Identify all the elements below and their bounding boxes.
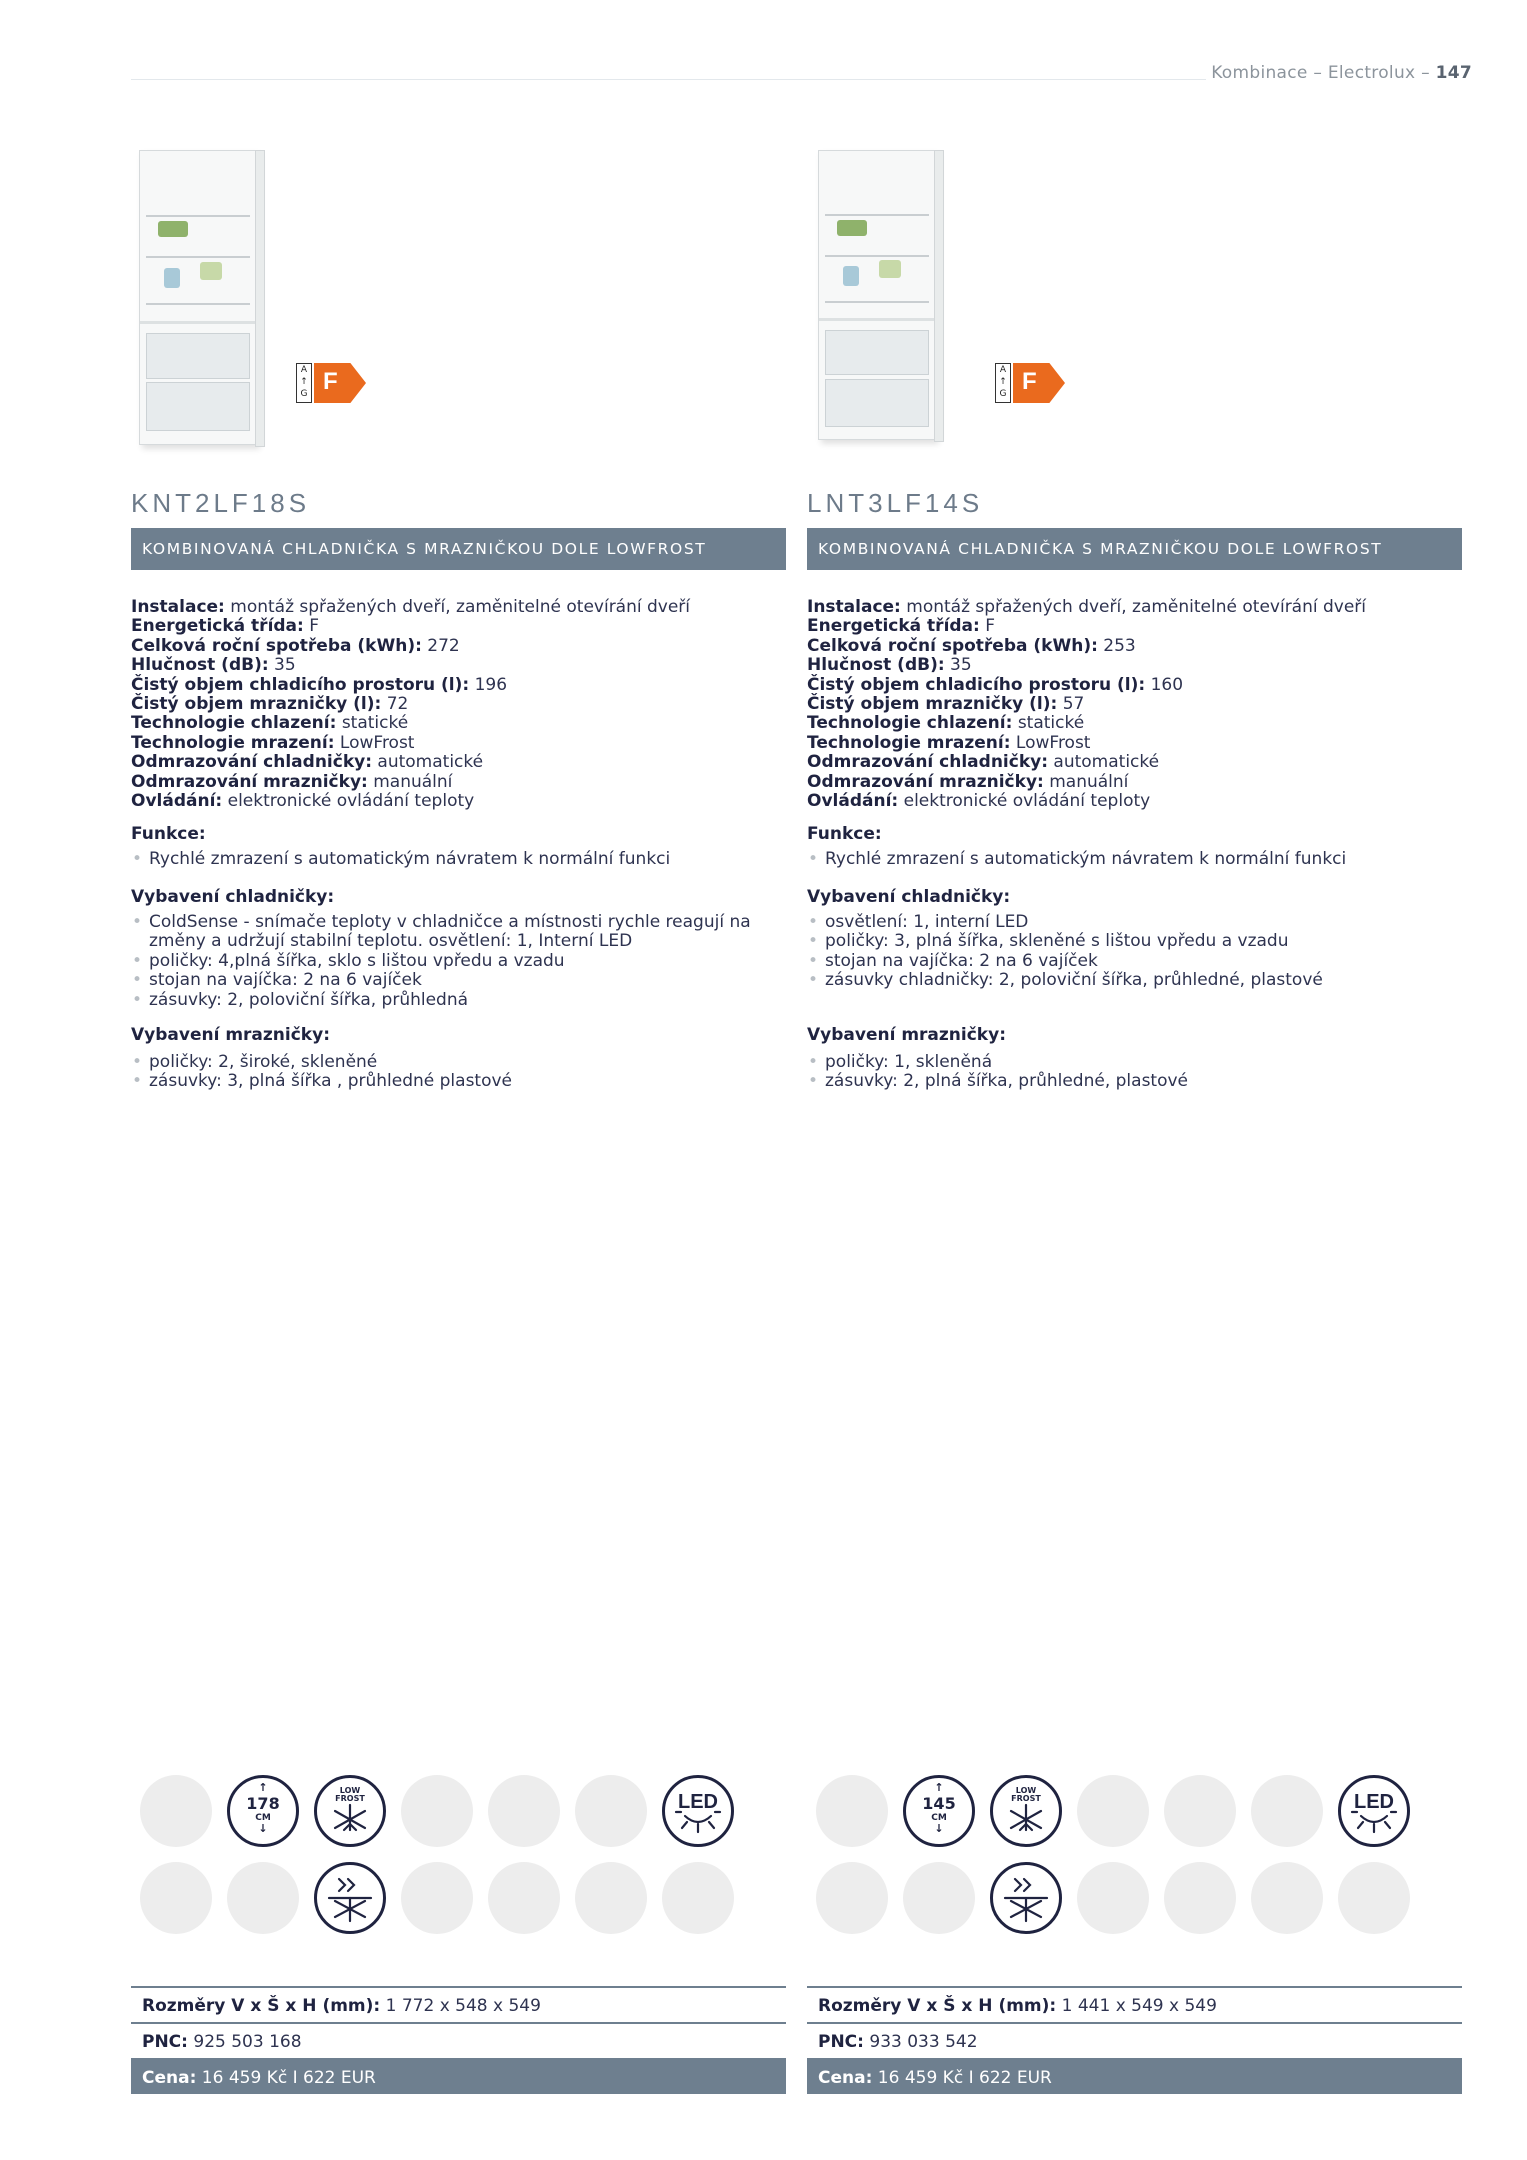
product-card-lnt3lf14s	[807, 0, 1462, 2160]
spec-key: Celková roční spotřeba (kWh):	[131, 635, 422, 656]
height-icon: ↑ 145 CM ↓	[903, 1775, 975, 1847]
spec-row	[131, 676, 786, 695]
subtitle: KOMBINOVANÁ CHLADNIČKA S MRAZNIČKOU DOLE LOWFROST	[818, 540, 1383, 558]
pnc-row: PNC: 925 503 168	[131, 2022, 786, 2058]
spec-row	[807, 734, 1462, 753]
spec-key: Čistý objem chladicího prostoru (l):	[807, 674, 1146, 695]
spec-key: Energetická třída:	[807, 616, 980, 637]
spec-value: 57	[1057, 694, 1085, 715]
spec-value: 272	[421, 635, 460, 656]
subtitle-bar	[807, 528, 1462, 570]
spec-key: Odmrazování mrazničky:	[131, 771, 368, 792]
spec-value: elektronické ovládání teploty	[222, 791, 475, 812]
product-card-knt2lf18s	[131, 0, 786, 2160]
spec-key: Ovládání:	[131, 791, 223, 812]
product-image	[818, 150, 936, 440]
fridge-equipment-title: Vybavení chladničky:	[131, 887, 335, 907]
spec-key: Celková roční spotřeba (kWh):	[807, 635, 1098, 656]
spec-row	[131, 714, 786, 733]
spec-value: manuální	[367, 771, 453, 792]
feature-placeholder	[1164, 1862, 1236, 1934]
fast-freeze-icon	[314, 1862, 386, 1934]
spec-key: Technologie mrazení:	[807, 732, 1011, 753]
energy-label	[296, 363, 366, 403]
feature-placeholder	[662, 1862, 734, 1934]
feature-placeholder	[401, 1862, 473, 1934]
spec-value: montáž spřažených dveří, zaměnitelné otevírání dveří	[224, 597, 691, 617]
spec-row	[807, 773, 1462, 792]
energy-class: F	[1022, 368, 1037, 395]
spec-value: statické	[1012, 713, 1085, 734]
spec-row	[807, 656, 1462, 675]
spec-value: F	[979, 616, 996, 637]
list-item: • poličky: 1, skleněná	[807, 1053, 1462, 1072]
freezer-equipment-list	[131, 1053, 786, 1092]
spec-key: Energetická třída:	[131, 616, 304, 637]
list-item: • Rychlé zmrazení s automatickým návratem k normální funkci	[807, 850, 1462, 869]
spec-row	[131, 656, 786, 675]
functions-list	[807, 850, 1462, 869]
spec-row	[131, 637, 786, 656]
feature-placeholder	[816, 1775, 888, 1847]
feature-placeholder	[575, 1862, 647, 1934]
list-item: • osvětlení: 1, interní LED	[807, 913, 1462, 932]
lowfrost-icon: LOW FROST	[314, 1775, 386, 1847]
spec-row	[131, 734, 786, 753]
summary-table	[131, 1986, 786, 2094]
led-icon: LED	[1338, 1775, 1410, 1847]
spec-value: 196	[469, 674, 508, 695]
energy-class-arrow	[314, 363, 366, 403]
feature-placeholder	[1077, 1862, 1149, 1934]
spec-key: Technologie mrazení:	[131, 732, 335, 753]
feature-placeholder	[488, 1775, 560, 1847]
spec-key: Instalace:	[807, 597, 901, 617]
list-item: • Rychlé zmrazení s automatickým návratem k normální funkci	[131, 850, 786, 869]
feature-placeholder	[1338, 1862, 1410, 1934]
spec-value: automatické	[1048, 752, 1160, 773]
price-row: Cena: 16 459 Kč I 622 EUR	[131, 2058, 786, 2094]
functions-list	[131, 850, 786, 869]
spec-value: 72	[381, 694, 409, 715]
dimensions-row: Rozměry V x Š x H (mm): 1 772 x 548 x 549	[131, 1986, 786, 2022]
spec-key: Čistý objem mrazničky (l):	[807, 694, 1058, 715]
list-item: • zásuvky: 3, plná šířka , průhledné plastové	[131, 1072, 786, 1091]
feature-placeholder	[1251, 1862, 1323, 1934]
spec-list	[131, 598, 786, 811]
header-section: Kombinace – Electrolux –	[1211, 63, 1430, 83]
spec-key: Hlučnost (dB):	[807, 655, 945, 676]
spec-row	[807, 598, 1462, 617]
fridge-equipment-list	[807, 913, 1462, 991]
price-row: Cena: 16 459 Kč I 622 EUR	[807, 2058, 1462, 2094]
model-name: KNT2LF18S	[131, 488, 311, 518]
freezer-equipment-title: Vybavení mrazničky:	[131, 1025, 330, 1045]
subtitle: KOMBINOVANÁ CHLADNIČKA S MRAZNIČKOU DOLE LOWFROST	[142, 540, 707, 558]
list-item: • zásuvky: 2, plná šířka, průhledné, plastové	[807, 1072, 1462, 1091]
freezer-equipment-list	[807, 1053, 1462, 1092]
spec-row	[131, 792, 786, 811]
feature-placeholder	[488, 1862, 560, 1934]
fridge-equipment-list	[131, 913, 786, 1010]
list-item: • ColdSense - snímače teploty v chladničce a místnosti rychle reagují na změny a udržují stabilní teplotu. osvětlení: 1, Interní LED	[131, 913, 786, 952]
feature-placeholder	[1077, 1775, 1149, 1847]
spec-value: manuální	[1043, 771, 1129, 792]
spec-row	[131, 617, 786, 636]
spec-value: elektronické ovládání teploty	[898, 791, 1151, 812]
list-item: • stojan na vajíčka: 2 na 6 vajíček	[807, 952, 1462, 971]
freezer-equipment-title: Vybavení mrazničky:	[807, 1025, 1006, 1045]
feature-placeholder	[140, 1775, 212, 1847]
feature-icons	[140, 1775, 760, 1935]
spec-row	[807, 695, 1462, 714]
spec-value: LowFrost	[334, 732, 415, 753]
spec-key: Technologie chlazení:	[807, 713, 1013, 734]
feature-placeholder	[140, 1862, 212, 1934]
spec-row	[807, 753, 1462, 772]
height-icon: ↑ 178 CM ↓	[227, 1775, 299, 1847]
list-item: • zásuvky chladničky: 2, poloviční šířka, průhledné, plastové	[807, 971, 1462, 990]
lowfrost-icon: LOW FROST	[990, 1775, 1062, 1847]
fast-freeze-icon	[990, 1862, 1062, 1934]
summary-table	[807, 1986, 1462, 2094]
page-number: 147	[1435, 63, 1472, 83]
spec-row	[131, 773, 786, 792]
spec-value: F	[303, 616, 320, 637]
feature-placeholder	[903, 1862, 975, 1934]
list-item: • poličky: 3, plná šířka, skleněné s lištou vpředu a vzadu	[807, 932, 1462, 951]
energy-class: F	[323, 368, 338, 395]
spec-key: Ovládání:	[807, 791, 899, 812]
spec-row	[131, 753, 786, 772]
spec-row	[131, 598, 786, 617]
spec-key: Čistý objem mrazničky (l):	[131, 694, 382, 715]
energy-scale: A ↑ G	[296, 363, 312, 403]
list-item: • poličky: 2, široké, skleněné	[131, 1053, 786, 1072]
spec-row	[807, 637, 1462, 656]
feature-placeholder	[227, 1862, 299, 1934]
feature-placeholder	[816, 1862, 888, 1934]
product-image	[139, 150, 257, 445]
spec-list	[807, 598, 1462, 811]
feature-placeholder	[1164, 1775, 1236, 1847]
list-item: • stojan na vajíčka: 2 na 6 vajíček	[131, 971, 786, 990]
subtitle-bar	[131, 528, 786, 570]
spec-row	[807, 714, 1462, 733]
feature-placeholder	[401, 1775, 473, 1847]
model-name: LNT3LF14S	[807, 488, 984, 518]
spec-key: Instalace:	[131, 597, 225, 617]
list-item: • poličky: 4,plná šířka, sklo s lištou vpředu a vzadu	[131, 952, 786, 971]
dimensions-row: Rozměry V x Š x H (mm): 1 441 x 549 x 549	[807, 1986, 1462, 2022]
spec-value: automatické	[372, 752, 484, 773]
fridge-equipment-title: Vybavení chladničky:	[807, 887, 1011, 907]
spec-key: Čistý objem chladicího prostoru (l):	[131, 674, 470, 695]
led-icon: LED	[662, 1775, 734, 1847]
feature-placeholder	[1251, 1775, 1323, 1847]
list-item: • zásuvky: 2, poloviční šířka, průhledná	[131, 991, 786, 1010]
spec-key: Hlučnost (dB):	[131, 655, 269, 676]
spec-value: montáž spřažených dveří, zaměnitelné otevírání dveří	[900, 597, 1367, 617]
energy-scale: A ↑ G	[995, 363, 1011, 403]
feature-icons	[816, 1775, 1436, 1935]
spec-key: Odmrazování mrazničky:	[807, 771, 1044, 792]
spec-row	[807, 617, 1462, 636]
functions-title: Funkce:	[131, 824, 206, 844]
energy-class-arrow	[1013, 363, 1065, 403]
spec-value: 253	[1097, 635, 1136, 656]
pnc-row: PNC: 933 033 542	[807, 2022, 1462, 2058]
spec-row	[807, 676, 1462, 695]
functions-title: Funkce:	[807, 824, 882, 844]
spec-row	[131, 695, 786, 714]
spec-value: 35	[268, 655, 296, 676]
spec-key: Odmrazování chladničky:	[807, 752, 1049, 773]
spec-key: Odmrazování chladničky:	[131, 752, 373, 773]
spec-key: Technologie chlazení:	[131, 713, 337, 734]
spec-value: 160	[1145, 674, 1184, 695]
spec-value: statické	[336, 713, 409, 734]
spec-row	[807, 792, 1462, 811]
energy-label	[995, 363, 1065, 403]
feature-placeholder	[575, 1775, 647, 1847]
spec-value: 35	[944, 655, 972, 676]
spec-value: LowFrost	[1010, 732, 1091, 753]
